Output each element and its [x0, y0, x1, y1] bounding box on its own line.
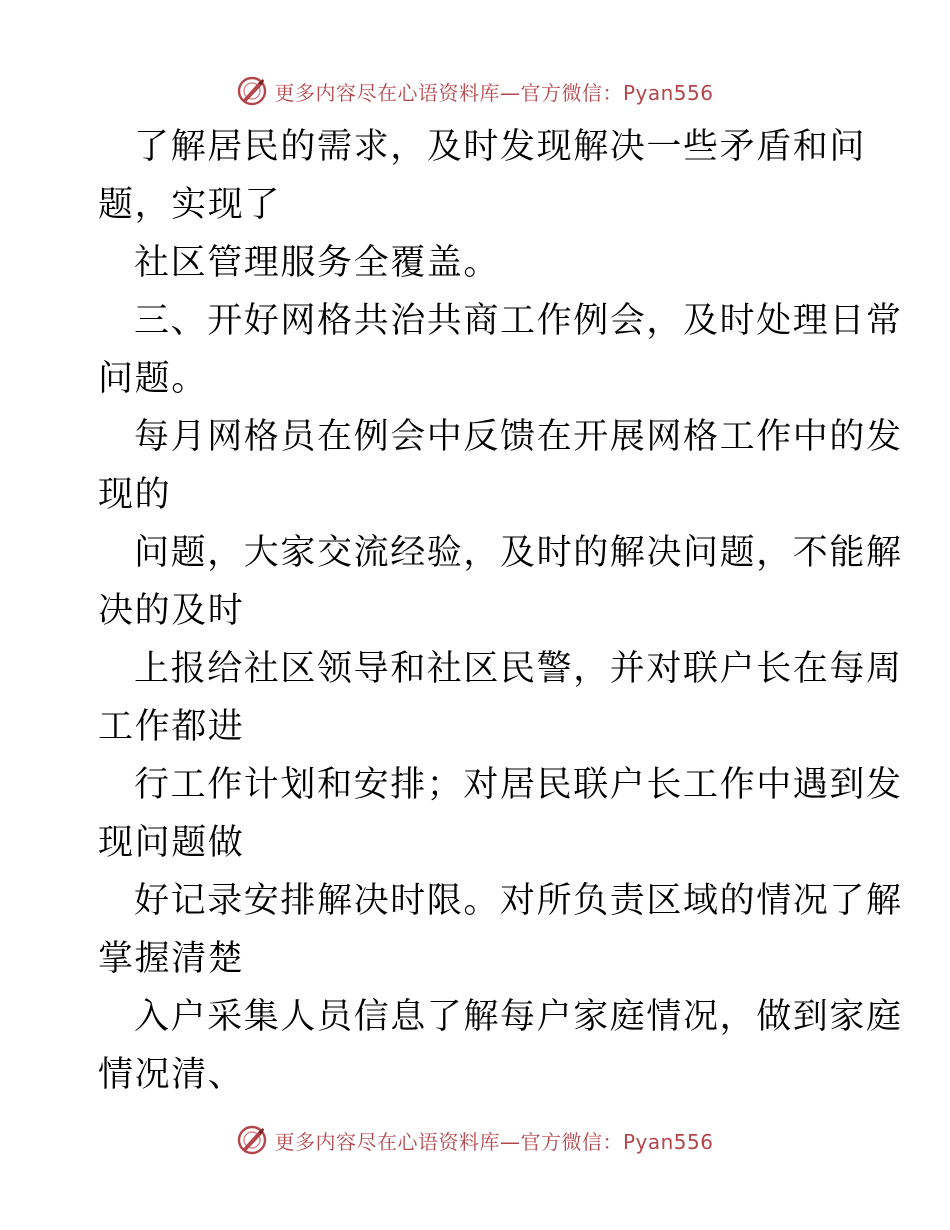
text-line: 好记录安排解决时限。对所负责区域的情况了解 [134, 881, 903, 921]
text-line: 工作都进 [98, 707, 245, 747]
text-line: 决的及时 [98, 591, 245, 631]
text-line: 社区管理服务全覆盖。 [134, 243, 501, 283]
header-watermark [0, 69, 950, 113]
text-line: 行工作计划和安排；对居民联户长工作中遇到发 [134, 765, 903, 805]
pen-logo-icon [236, 1124, 268, 1156]
text-line: 每月网格员在例会中反馈在开展网格工作中的发 [134, 417, 903, 457]
text-line: 了解居民的需求，及时发现解决一些矛盾和问 [134, 127, 867, 167]
text-line: 现问题做 [98, 823, 245, 863]
footer-watermark [0, 1118, 950, 1162]
text-line: 上报给社区领导和社区民警，并对联户长在每周 [134, 649, 903, 689]
text-line: 入户采集人员信息了解每户家庭情况，做到家庭 [134, 997, 903, 1037]
text-line: 情况清、 [98, 1055, 245, 1095]
text-line: 掌握清楚 [98, 939, 245, 979]
text-line: 题，实现了 [98, 185, 282, 225]
text-line: 现的 [98, 475, 172, 515]
text-line: 三、开好网格共治共商工作例会，及时处理日常 [134, 301, 903, 341]
watermark-text: 更多内容尽在心语资料库—官方微信：Pyan556 [274, 80, 714, 105]
pen-logo-icon [236, 75, 268, 107]
body-text [98, 118, 903, 1104]
watermark-text: 更多内容尽在心语资料库—官方微信：Pyan556 [274, 1129, 714, 1154]
text-line: 问题，大家交流经验，及时的解决问题，不能解 [134, 533, 903, 573]
text-line: 问题。 [98, 359, 208, 399]
